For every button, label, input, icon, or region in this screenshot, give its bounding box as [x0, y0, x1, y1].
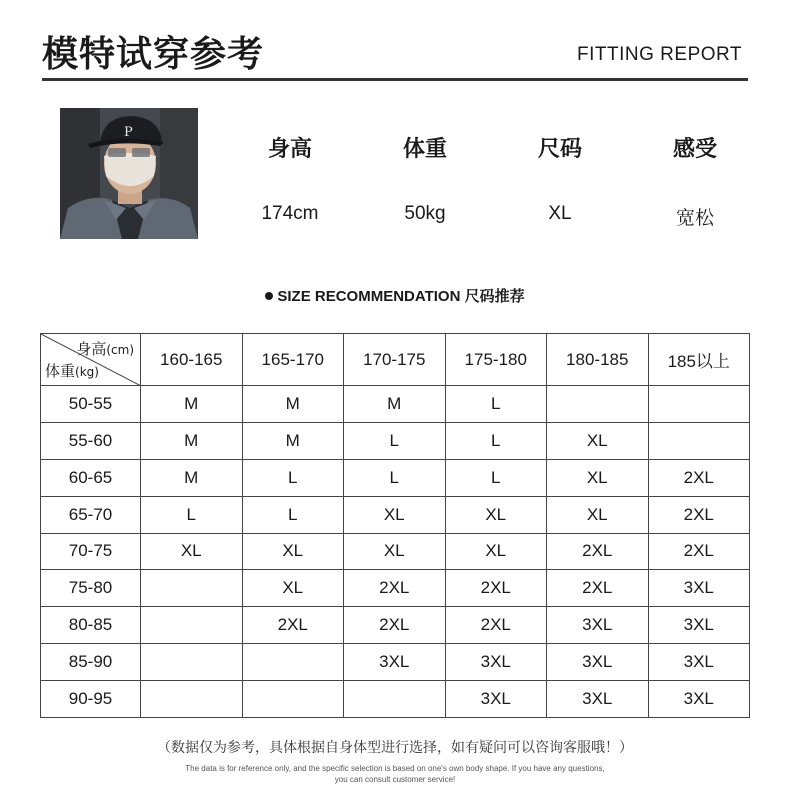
- column-header: 160-165: [141, 334, 243, 386]
- size-chart-table: [40, 333, 750, 718]
- size-cell: L: [445, 422, 547, 459]
- header-divider: [42, 78, 748, 81]
- size-cell: XL: [547, 459, 649, 496]
- table-row: [41, 681, 750, 718]
- size-cell: M: [141, 422, 243, 459]
- size-cell: M: [344, 386, 446, 423]
- size-cell: [344, 681, 446, 718]
- table-row: [41, 644, 750, 681]
- table-corner-cell: [41, 334, 141, 386]
- model-photo: [60, 108, 198, 239]
- fit-header-size: 尺码: [537, 137, 582, 162]
- fit-header-height: 身高: [267, 137, 312, 162]
- size-cell: [141, 570, 243, 607]
- disclaimer-fineprint: [0, 763, 790, 785]
- size-cell: 3XL: [648, 570, 750, 607]
- size-cell: M: [242, 422, 344, 459]
- size-cell: 3XL: [547, 644, 649, 681]
- row-weight-label: 65-70: [41, 496, 141, 533]
- size-cell: M: [242, 386, 344, 423]
- size-cell: L: [242, 496, 344, 533]
- row-weight-label: 70-75: [41, 533, 141, 570]
- size-cell: [242, 644, 344, 681]
- size-cell: 3XL: [648, 607, 750, 644]
- size-cell: XL: [547, 496, 649, 533]
- row-weight-label: 90-95: [41, 681, 141, 718]
- size-cell: 2XL: [344, 570, 446, 607]
- column-header: 175-180: [445, 334, 547, 386]
- size-cell: [242, 681, 344, 718]
- size-cell: XL: [547, 422, 649, 459]
- table-row: [41, 607, 750, 644]
- size-recommendation-title: SIZE RECOMMENDATION 尺码推荐: [277, 288, 525, 305]
- size-cell: 3XL: [547, 607, 649, 644]
- size-cell: M: [141, 386, 243, 423]
- size-cell: XL: [242, 533, 344, 570]
- size-cell: 2XL: [445, 570, 547, 607]
- column-header: 180-185: [547, 334, 649, 386]
- column-header: 185以上: [648, 334, 750, 386]
- row-weight-label: 80-85: [41, 607, 141, 644]
- size-recommendation-heading: [0, 285, 790, 306]
- size-cell: L: [445, 386, 547, 423]
- size-cell: [648, 386, 750, 423]
- disclaimer-note: （数据仅为参考，具体根据自身体型进行选择，如有疑问可以咨询客服哦！）: [157, 740, 633, 756]
- table-row: [41, 422, 750, 459]
- corner-weight-label: [45, 360, 99, 381]
- table-row: [41, 570, 750, 607]
- corner-weight-text: 体重: [45, 362, 76, 380]
- size-cell: L: [445, 459, 547, 496]
- page-title: 模特试穿参考: [42, 34, 265, 75]
- size-cell: 2XL: [445, 607, 547, 644]
- size-cell: XL: [445, 496, 547, 533]
- fit-value-size: XL: [548, 203, 572, 224]
- size-cell: [648, 422, 750, 459]
- column-header: 165-170: [242, 334, 344, 386]
- fit-value-weight: 50kg: [404, 203, 446, 224]
- size-cell: 3XL: [648, 681, 750, 718]
- row-weight-label: 50-55: [41, 386, 141, 423]
- size-cell: L: [141, 496, 243, 533]
- svg-text:P: P: [124, 125, 133, 140]
- size-cell: 3XL: [547, 681, 649, 718]
- row-weight-label: 55-60: [41, 422, 141, 459]
- fineprint-line: The data is for reference only, and the specific selection is based on one's own body shape. If you have any questions,: [185, 764, 605, 773]
- corner-height-unit: (cm): [106, 343, 134, 357]
- corner-weight-unit: (kg): [75, 365, 99, 379]
- row-weight-label: 60-65: [41, 459, 141, 496]
- size-cell: [141, 607, 243, 644]
- size-cell: XL: [344, 496, 446, 533]
- fit-value-feel: 宽松: [675, 208, 714, 229]
- size-cell: 3XL: [648, 644, 750, 681]
- corner-height-text: 身高: [76, 340, 107, 358]
- size-cell: XL: [344, 533, 446, 570]
- size-cell: [547, 386, 649, 423]
- table-row: [41, 459, 750, 496]
- size-cell: 3XL: [344, 644, 446, 681]
- page-subtitle: FITTING REPORT: [577, 44, 742, 65]
- size-cell: [141, 644, 243, 681]
- bullet-dot-icon: [265, 292, 273, 300]
- fit-header-weight: 体重: [402, 137, 447, 162]
- table-row: [41, 533, 750, 570]
- size-cell: XL: [445, 533, 547, 570]
- fineprint-line: you can consult customer service!: [334, 775, 456, 784]
- size-cell: 2XL: [547, 533, 649, 570]
- size-cell: 2XL: [648, 496, 750, 533]
- row-weight-label: 85-90: [41, 644, 141, 681]
- table-row: [41, 386, 750, 423]
- corner-height-label: [76, 338, 134, 359]
- size-cell: L: [344, 422, 446, 459]
- row-weight-label: 75-80: [41, 570, 141, 607]
- size-cell: 3XL: [445, 644, 547, 681]
- table-header-row: [41, 334, 750, 386]
- size-cell: 2XL: [648, 459, 750, 496]
- column-header: 170-175: [344, 334, 446, 386]
- size-cell: [141, 681, 243, 718]
- fit-header-feel: 感受: [672, 137, 717, 162]
- size-cell: L: [344, 459, 446, 496]
- size-cell: 2XL: [547, 570, 649, 607]
- fit-value-height: 174cm: [261, 203, 319, 224]
- table-row: [41, 496, 750, 533]
- size-cell: L: [242, 459, 344, 496]
- size-cell: M: [141, 459, 243, 496]
- size-cell: 3XL: [445, 681, 547, 718]
- size-cell: 2XL: [648, 533, 750, 570]
- size-cell: 2XL: [242, 607, 344, 644]
- size-cell: XL: [141, 533, 243, 570]
- size-cell: XL: [242, 570, 344, 607]
- size-cell: 2XL: [344, 607, 446, 644]
